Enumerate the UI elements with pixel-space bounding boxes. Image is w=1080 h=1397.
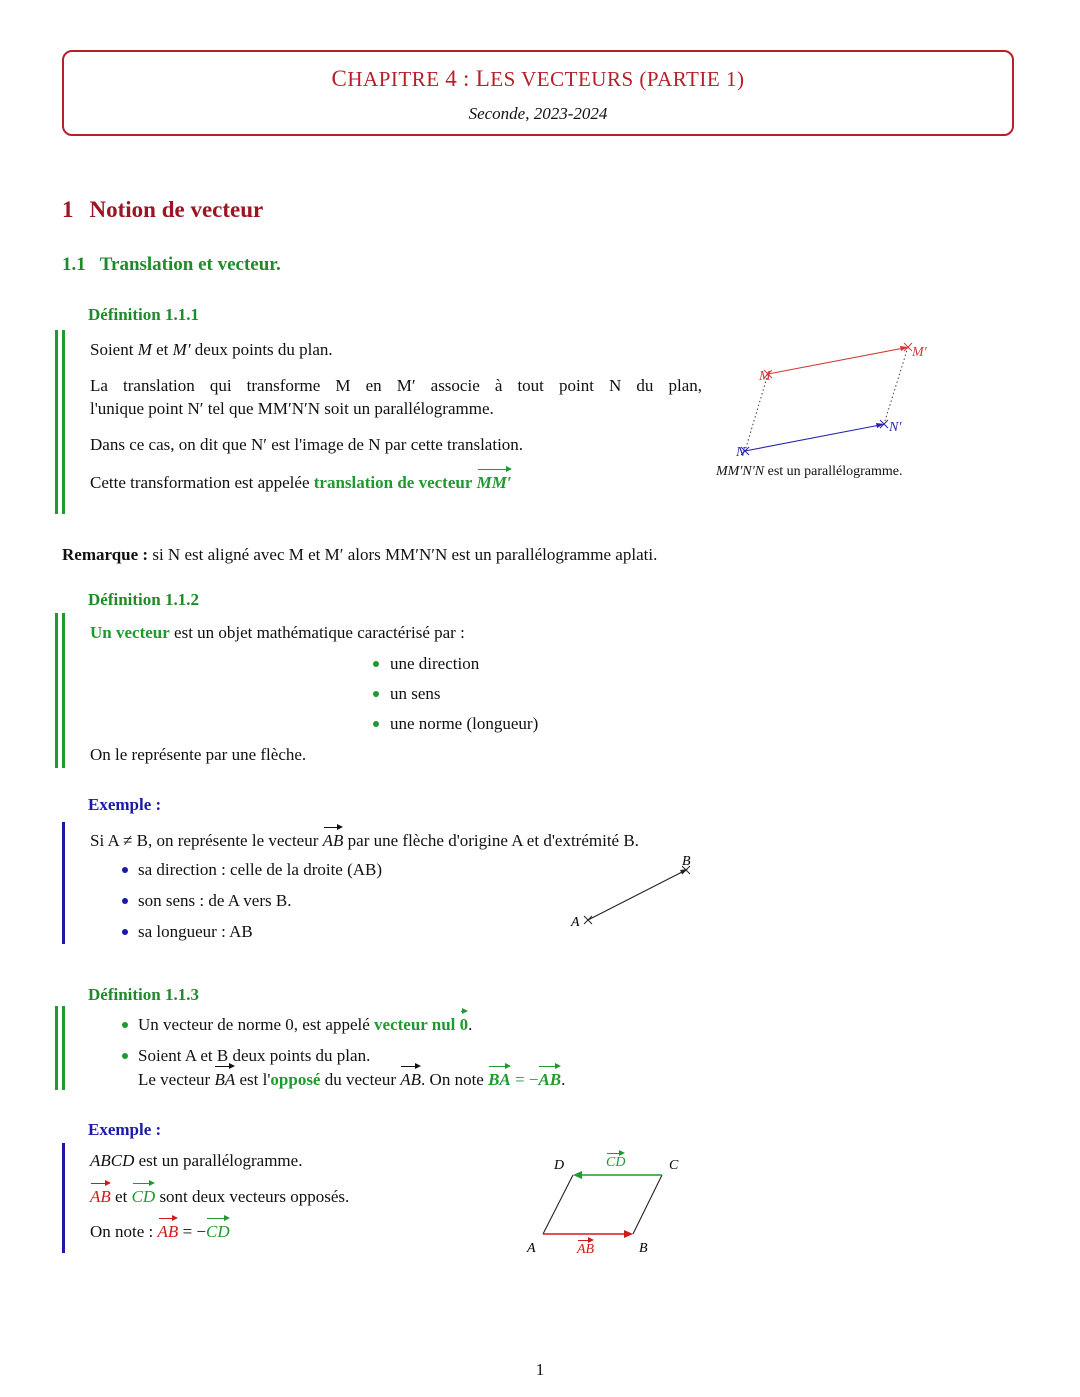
definition-1-1-1-line-2: La translation qui transforme M en M′ associe à tout point N du plan, — [90, 376, 702, 395]
text: Un vecteur de norme 0, est appelé — [138, 1015, 370, 1034]
highlight-term: vecteur nul — [374, 1015, 456, 1034]
parallelogram-ABCD-figure — [515, 1148, 695, 1263]
dotted-side-right — [884, 347, 908, 424]
label-N: N — [736, 445, 746, 460]
definition-bar-left — [55, 613, 58, 768]
bullet — [122, 929, 128, 935]
equation-sign: = − — [182, 1222, 206, 1241]
definition-bar-right — [62, 613, 65, 768]
text: et — [115, 1187, 128, 1206]
text: est un parallélogramme. — [138, 1151, 303, 1170]
list-item: une norme (longueur) — [390, 714, 539, 733]
definition-1-1-1-heading: Définition 1.1.1 — [88, 305, 199, 324]
definition-1-1-2-lead — [90, 621, 465, 644]
bullet — [373, 661, 379, 667]
list-item: sa longueur : AB — [138, 922, 253, 941]
label-vector-CD — [606, 1154, 625, 1171]
definition-1-1-3-item-2: Soient A et B deux points du plan. — [138, 1046, 371, 1065]
bullet — [122, 1022, 128, 1028]
vector-AB: AB — [400, 1070, 422, 1089]
math-M-prime: M′ — [172, 340, 191, 359]
vector-CD-green: CD — [131, 1187, 156, 1206]
section-number: 1 — [62, 197, 74, 222]
remark-text: si N est aligné avec M et M′ alors MM′N′N est un parallélogramme aplati. — [152, 545, 658, 564]
vector-BA-green: BA — [488, 1070, 511, 1089]
list-item: sa direction : celle de la droite (AB) — [138, 860, 383, 879]
subsection-title: Translation et vecteur. — [99, 254, 281, 275]
bullet — [373, 721, 379, 727]
cross-A — [584, 916, 592, 924]
chapter-title — [64, 66, 1012, 92]
page-number: 1 — [535, 1360, 545, 1379]
section-heading — [62, 197, 263, 223]
vector-CD-green: CD — [206, 1222, 230, 1241]
text: Le vecteur — [138, 1070, 211, 1089]
bullet — [122, 1053, 128, 1059]
chapter-topic-initial: L — [475, 66, 491, 91]
text: est l' — [239, 1070, 271, 1089]
arrowhead-CD — [573, 1171, 582, 1179]
example-2-line-1 — [90, 1149, 302, 1172]
vector-BA: BA — [214, 1070, 236, 1089]
bullet — [122, 867, 128, 873]
chapter-number: 4 — [445, 66, 458, 91]
definition-1-1-1-line-5 — [90, 471, 512, 494]
vector-MM-prime-arrow — [768, 348, 904, 374]
caption-math: MM′N′N — [716, 464, 765, 479]
dotted-side-left — [745, 374, 768, 451]
vector-AB-arrow — [588, 870, 686, 920]
vector-AB-red: AB — [90, 1187, 111, 1206]
text: Soient — [90, 340, 134, 359]
example-1-heading: Exemple : — [88, 795, 162, 814]
definition-1-1-3-item-2-line-2: Le vecteur BA est l'opposé du vecteur AB. On note BA = −AB. — [138, 1070, 566, 1089]
chapter-part: (PARTIE 1) — [639, 67, 745, 91]
remark — [62, 543, 657, 566]
vector-AB: AB — [322, 831, 344, 850]
caption-text: est un parallélogramme. — [767, 464, 903, 479]
definition-1-1-1-line-3: l'unique point N′ tel que MM′N′N soit un parallélogramme. — [90, 399, 494, 418]
parallelogram-caption — [716, 464, 903, 480]
definition-1-1-3-item-1: Un vecteur de norme 0, est appelé vecteur nul 0. — [138, 1015, 473, 1034]
section-title: Notion de vecteur — [89, 197, 264, 222]
example-bar — [62, 1143, 65, 1253]
chapter-separator: : — [463, 66, 470, 91]
math-M: M — [137, 340, 152, 359]
list-item: une direction — [390, 654, 480, 673]
text: et — [156, 340, 169, 359]
chapter-topic: ES VECTEURS — [490, 67, 634, 91]
definition-1-1-3-heading: Définition 1.1.3 — [88, 985, 199, 1004]
label-N-prime: N′ — [889, 420, 902, 435]
text: du vecteur — [324, 1070, 397, 1089]
vector-AB-label: AB — [577, 1242, 595, 1257]
vector-MM-prime: MM′ — [476, 473, 512, 492]
text: sont deux vecteurs opposés. — [159, 1187, 350, 1206]
definition-1-1-2-heading: Définition 1.1.2 — [88, 590, 199, 609]
bullet — [373, 691, 379, 697]
list-item: son sens : de A vers B. — [138, 891, 292, 910]
equation-sign: = − — [515, 1070, 539, 1089]
label-A: A — [571, 915, 580, 930]
definition-bar-right — [62, 330, 65, 514]
text: est un objet mathématique caractérisé par : — [174, 623, 465, 642]
highlight-term: opposé — [270, 1070, 321, 1089]
label-A: A — [527, 1241, 536, 1256]
bullet — [122, 898, 128, 904]
label-M: M — [759, 369, 771, 384]
definition-1-1-2-closing: On le représente par une flèche. — [90, 745, 307, 764]
text: deux points du plan. — [194, 340, 333, 359]
text: par une flèche d'origine A et d'extrémité B. — [347, 831, 639, 850]
vector-NN-prime-arrow — [745, 425, 880, 451]
example-2-heading: Exemple : — [88, 1120, 162, 1139]
subsection-number: 1.1 — [62, 254, 86, 275]
definition-bar-right — [62, 1006, 65, 1090]
remark-label: Remarque : — [62, 545, 149, 564]
side-BC — [633, 1175, 662, 1234]
definition-1-1-1-line-1 — [90, 338, 333, 361]
vector-AB-red: AB — [157, 1222, 179, 1241]
list-item: un sens — [390, 684, 441, 703]
chapter-title-initial: C — [331, 66, 348, 91]
label-C: C — [669, 1158, 679, 1173]
example-1-lead — [90, 829, 639, 852]
highlight-term: translation de vecteur — [313, 473, 473, 492]
text: Cette transformation est appelée — [90, 473, 310, 492]
subsection-heading — [62, 254, 281, 276]
arrowhead-AB — [624, 1230, 633, 1238]
highlight-term: Un vecteur — [90, 623, 170, 642]
example-2-line-2 — [90, 1185, 349, 1208]
text: Si A ≠ B, on représente le vecteur — [90, 831, 319, 850]
chapter-subtitle: Seconde, 2023-2024 — [468, 104, 608, 123]
definition-1-1-1-line-4: Dans ce cas, on dit que N′ est l'image de N par cette translation. — [90, 435, 524, 454]
label-vector-AB — [577, 1241, 594, 1258]
side-DA — [543, 1175, 573, 1234]
label-D: D — [554, 1158, 565, 1173]
definition-bar-left — [55, 330, 58, 514]
label-B: B — [682, 854, 691, 869]
vector-CD-label: CD — [606, 1155, 626, 1170]
math-ABCD: ABCD — [90, 1151, 135, 1170]
vector-AB-figure — [560, 850, 710, 935]
definition-bar-left — [55, 1006, 58, 1090]
text: On note : — [90, 1222, 154, 1241]
null-vector: 0 — [459, 1015, 469, 1034]
chapter-title-word: HAPITRE — [347, 67, 440, 91]
chapter-title-box — [62, 50, 1014, 136]
example-2-line-3 — [90, 1220, 230, 1243]
vector-AB-green: AB — [538, 1070, 562, 1089]
label-B: B — [639, 1241, 648, 1256]
example-bar — [62, 822, 65, 944]
text: . On note — [421, 1070, 484, 1089]
label-M-prime: M′ — [912, 345, 927, 360]
